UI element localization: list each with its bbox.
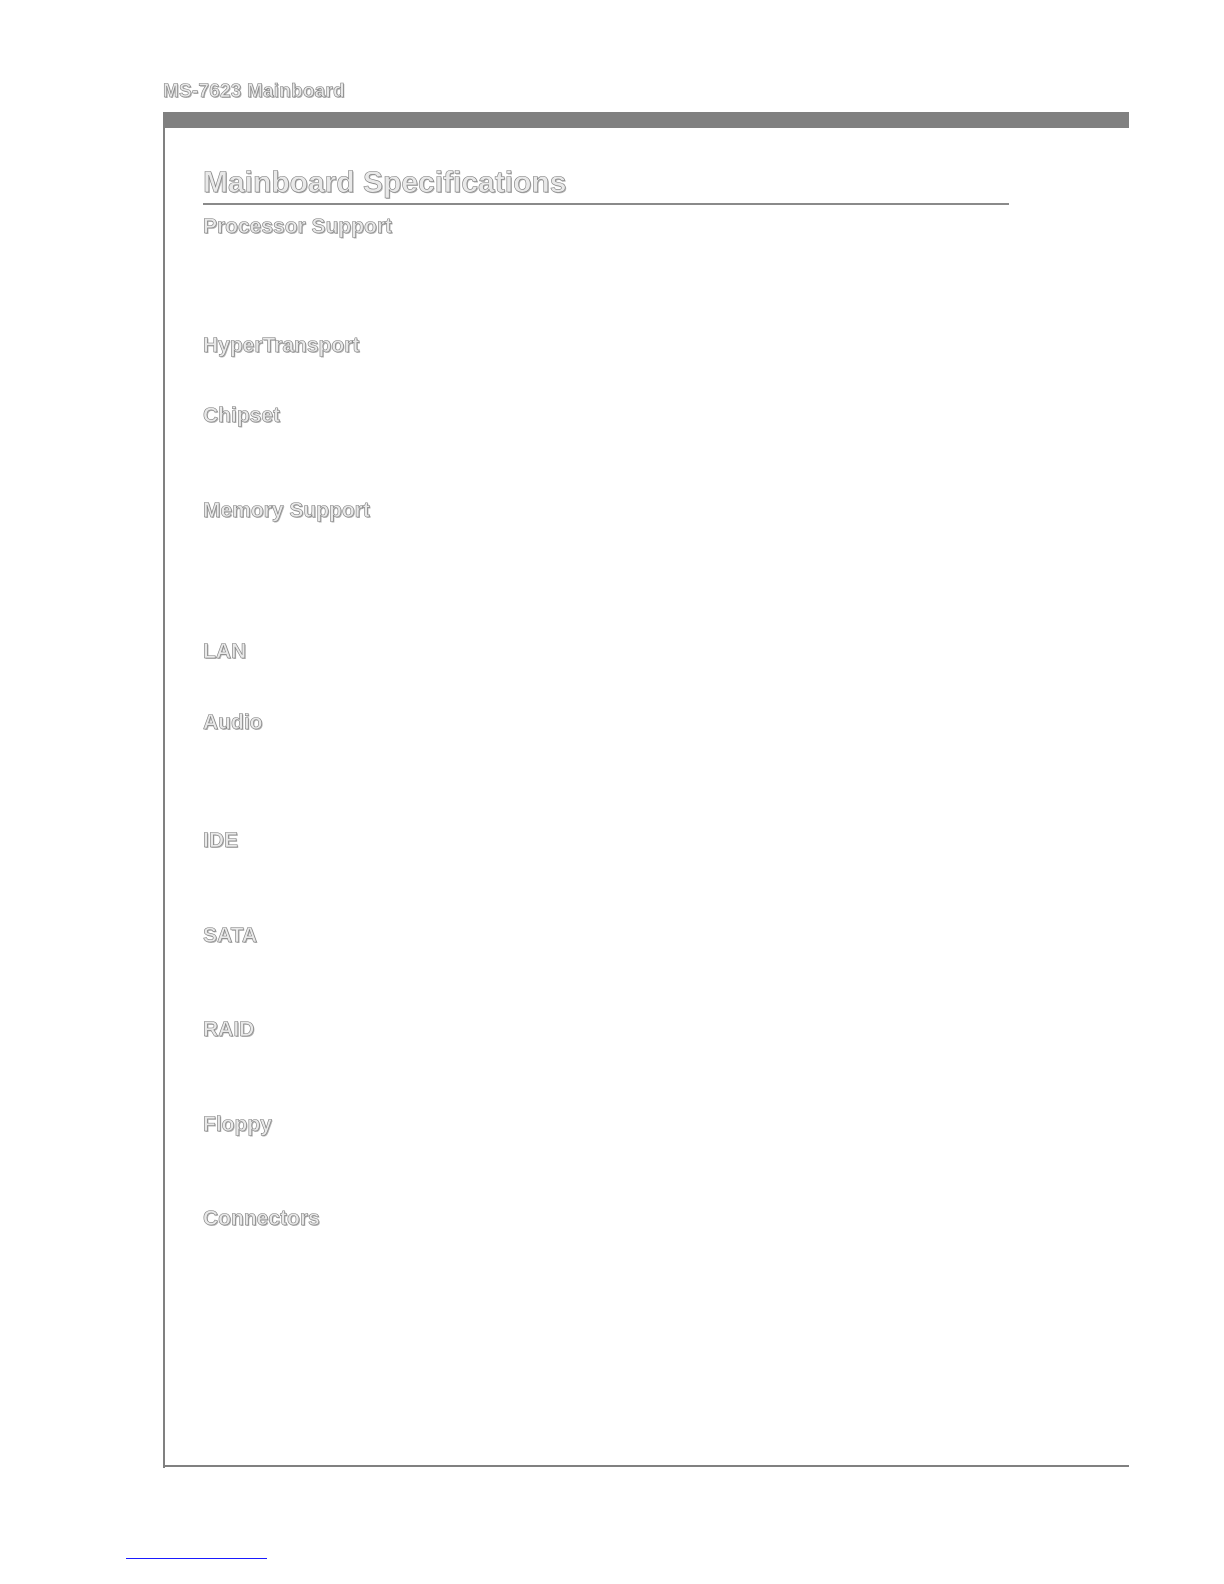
running-header: MS-7623 Mainboard xyxy=(163,81,345,102)
footer-link-underline[interactable] xyxy=(126,1558,267,1559)
section-heading-chipset: Chipset xyxy=(203,404,281,427)
section-heading-memory-support: Memory Support xyxy=(203,499,370,522)
bottom-border-rule xyxy=(163,1465,1129,1467)
section-heading-floppy: Floppy xyxy=(203,1113,272,1136)
left-border-rule xyxy=(163,112,165,1468)
title-underline xyxy=(203,203,1009,205)
section-heading-audio: Audio xyxy=(203,711,263,734)
section-heading-raid: RAID xyxy=(203,1018,255,1041)
page-title: Mainboard Specifications xyxy=(203,166,567,199)
section-heading-connectors: Connectors xyxy=(203,1207,320,1230)
section-heading-hypertransport: HyperTransport xyxy=(203,334,360,357)
section-heading-lan: LAN xyxy=(203,640,247,663)
section-heading-ide: IDE xyxy=(203,829,239,852)
section-heading-processor-support: Processor Support xyxy=(203,215,393,238)
header-bar xyxy=(164,112,1129,128)
section-heading-sata: SATA xyxy=(203,924,258,947)
